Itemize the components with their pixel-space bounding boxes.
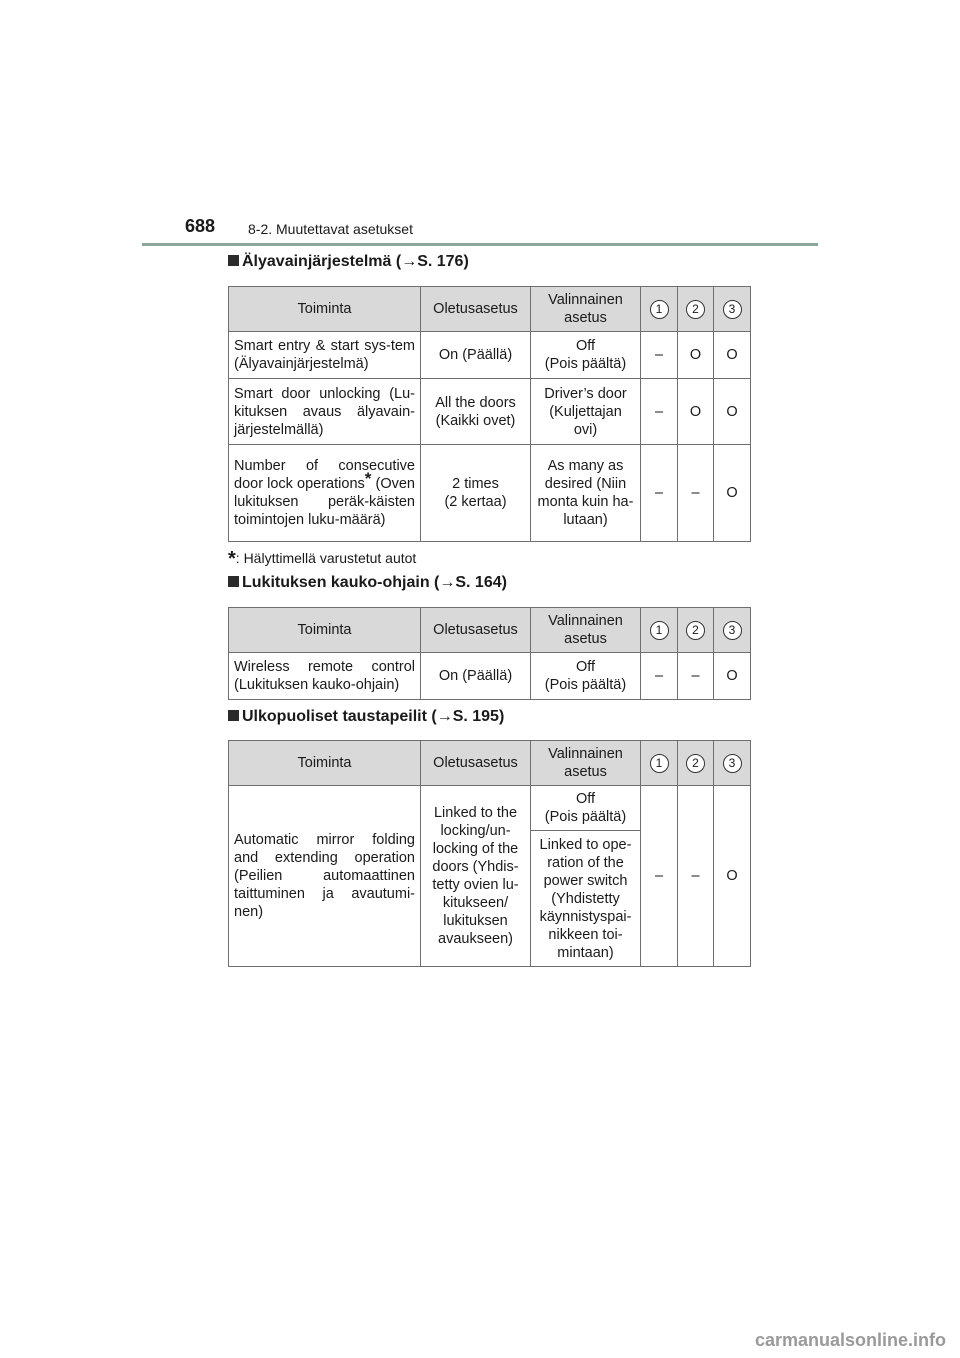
cell-c2: –: [678, 653, 714, 700]
cell-c3: O: [714, 786, 751, 967]
col-header-optional: Valinnainen asetus: [531, 287, 641, 332]
cell-c3: O: [714, 445, 751, 542]
table-row: [229, 786, 751, 831]
header-rule: [142, 243, 818, 246]
table-header-row: [229, 741, 751, 786]
cell-optional: As many as desired (Niin monta kuin ha- lutaan): [531, 445, 641, 542]
col-header-function: Toiminta: [229, 287, 421, 332]
watermark: carmanualsonline.info: [754, 1330, 946, 1350]
square-bullet-icon: [228, 576, 239, 587]
cell-function: Smart entry & start sys-tem (Älyavainjärjestelmä): [229, 332, 421, 379]
cell-c1: –: [641, 332, 678, 379]
cell-c2: –: [678, 786, 714, 967]
circled-number-1-icon: 1: [650, 621, 669, 640]
col-header-1: [641, 741, 678, 786]
footnote: *: Hälyttimellä varustetut autot: [228, 548, 417, 570]
col-header-optional: Valinnainen asetus: [531, 741, 641, 786]
cell-optional-2: Linked to ope- ration of the power switch (Yhdistetty käynnistyspai- nikkeen toi- mintaan): [531, 831, 641, 967]
square-bullet-icon: [228, 255, 239, 266]
circled-number-3-icon: 3: [723, 300, 742, 319]
circled-number-2-icon: 2: [686, 300, 705, 319]
circled-number-2-icon: 2: [686, 621, 705, 640]
col-header-2: [678, 608, 714, 653]
cell-c1: –: [641, 653, 678, 700]
col-header-3: [714, 287, 751, 332]
settings-table-2: [228, 607, 751, 700]
cell-default: All the doors (Kaikki ovet): [421, 379, 531, 445]
settings-table-1: [228, 286, 751, 542]
page-number: 688: [185, 216, 216, 236]
cell-c3: O: [714, 653, 751, 700]
square-bullet-icon: [228, 710, 239, 721]
col-header-1: [641, 287, 678, 332]
col-header-function: Toiminta: [229, 741, 421, 786]
cell-optional: Off (Pois päältä): [531, 332, 641, 379]
col-header-optional: Valinnainen asetus: [531, 608, 641, 653]
col-header-2: [678, 287, 714, 332]
cell-function: Smart door unlocking (Lu-kituksen avaus älyavain-järjestelmällä): [229, 379, 421, 445]
cell-c2: –: [678, 445, 714, 542]
cell-c1: –: [641, 379, 678, 445]
cell-optional: Driver’s door (Kuljettajan ovi): [531, 379, 641, 445]
cell-function: Number of consecutive door lock operations* (Oven lukituksen peräk-käisten toimintojen luku-määrä): [229, 445, 421, 542]
cell-default: 2 times (2 kertaa): [421, 445, 531, 542]
table-row: [229, 332, 751, 379]
col-header-3: [714, 608, 751, 653]
cell-c3: O: [714, 332, 751, 379]
circled-number-3-icon: 3: [723, 754, 742, 773]
col-header-2: [678, 741, 714, 786]
section-heading-3: Ulkopuoliset taustapeilit (→S. 195): [228, 708, 504, 726]
col-header-default: Oletusasetus: [421, 741, 531, 786]
footnote-marker: *: [364, 469, 372, 488]
col-header-default: Oletusasetus: [421, 287, 531, 332]
circled-number-3-icon: 3: [723, 621, 742, 640]
cell-c1: –: [641, 786, 678, 967]
circled-number-1-icon: 1: [650, 754, 669, 773]
section-heading-1: Älyavainjärjestelmä (→S. 176): [228, 253, 469, 271]
cell-function: Wireless remote control (Lukituksen kauko-ohjain): [229, 653, 421, 700]
table-header-row: [229, 608, 751, 653]
cell-function: Automatic mirror folding and extending operation (Peilien automaattinen taittuminen ja avautumi-nen): [229, 786, 421, 967]
cell-default: Linked to the locking/un- locking of the doors (Yhdis- tetty ovien lu- kitukseen/ lukituksen avaukseen): [421, 786, 531, 967]
section-label: 8-2. Muutettavat asetukset: [248, 221, 413, 237]
table-row: [229, 653, 751, 700]
col-header-function: Toiminta: [229, 608, 421, 653]
cell-optional: Off (Pois päältä): [531, 653, 641, 700]
table-row: [229, 379, 751, 445]
cell-c3: O: [714, 379, 751, 445]
cell-default: On (Päällä): [421, 332, 531, 379]
circled-number-2-icon: 2: [686, 754, 705, 773]
cell-default: On (Päällä): [421, 653, 531, 700]
cell-optional-1: Off (Pois päältä): [531, 786, 641, 831]
col-header-3: [714, 741, 751, 786]
circled-number-1-icon: 1: [650, 300, 669, 319]
col-header-default: Oletusasetus: [421, 608, 531, 653]
cell-c2: O: [678, 332, 714, 379]
cell-c1: –: [641, 445, 678, 542]
section-heading-2: Lukituksen kauko-ohjain (→S. 164): [228, 574, 507, 592]
col-header-1: [641, 608, 678, 653]
settings-table-3: [228, 740, 751, 967]
cell-c2: O: [678, 379, 714, 445]
table-row: [229, 445, 751, 542]
table-header-row: [229, 287, 751, 332]
